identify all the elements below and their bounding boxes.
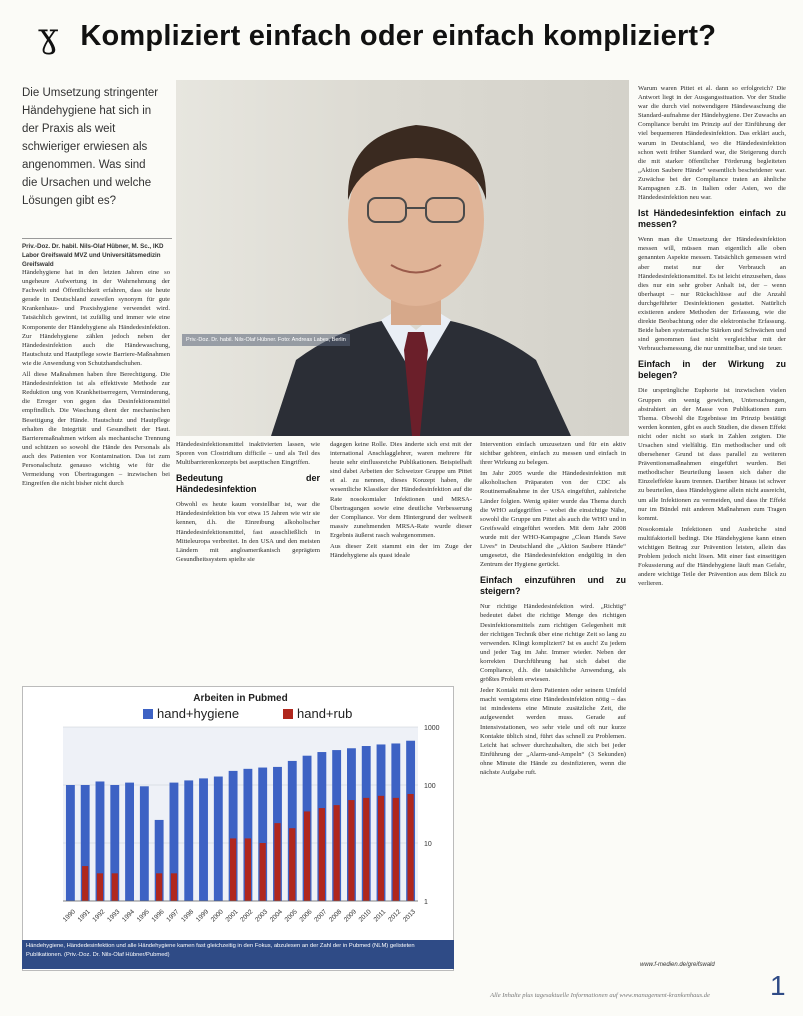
x-tick-label: 2002 (239, 908, 255, 924)
chart-canvas (23, 687, 453, 941)
x-tick-label: 1998 (180, 908, 196, 924)
bar-hand-rub (348, 800, 354, 901)
x-tick-label: 1992 (91, 908, 107, 924)
bar-hand-hygiene (140, 786, 149, 901)
chart-title: Arbeiten in Pubmed (193, 693, 288, 704)
x-tick-label: 2007 (313, 908, 329, 924)
x-tick-label: 1991 (76, 908, 92, 924)
paragraph: Jeder Kontakt mit dem Patienten oder seinem Umfeld macht wenigstens eine Händedesinfektion nötig – das ist mindestens eine Minute zusätzliche Zeit, die aufgewendet werden muss. Gerade auf Intensivstationen, wo sehr viele und oft nur kurze Kontakte üblich sind, führt das schnell zu Problemen. Leicht hat schwer durchzuhalten, die sich bei jeder Einführung der „Alarm-und-Ampeln“ (3 Sekunden) ohne Minute die Hände zu desinfizieren, wenn die nächste Aufgabe ruft. (480, 687, 626, 776)
paragraph: Händedesinfektionsmittel inaktivierten lassen, wie Sporen von Clostridium difficile – und als Teil des Multibarrierenkonzepts bei aseptischen Eingriffen. (176, 441, 320, 467)
x-tick-label: 2010 (357, 908, 373, 924)
paragraph: Warum waren Pittet et al. dann so erfolgreich? Die Antwort liegt in der Ausgangssituation. Vor der Studie war die durch viel notwendigere Händewaschung die Standard-aufnahme der Händehygiene. Der Zuwachs an Compliance beruht im Prinzip auf der Einführung der viel bequemeren Händedesinfektion. Das erklärt auch, warum in Deutschland, wo die Händedesinfektion schon weit früher Standard war, die Steigerung durch die mit starker öffentlicher Förderung begleiteten „Aktion Saubere Hände“ wesentlich bescheidener war. Zuwächse bei der Compliance traten an ähnliche Kampagnen z.B. in Italien oder Asien, wo die Händedesinfektion neu war. (638, 85, 786, 202)
column-1 (22, 268, 170, 490)
y-tick-label: 1 (424, 899, 428, 906)
x-tick-label: 1995 (135, 908, 151, 924)
author-photo (176, 80, 629, 436)
x-tick-label: 1994 (120, 908, 137, 924)
page-title: Kompliziert einfach oder einfach kompliziert? (80, 19, 717, 52)
bar-hand-hygiene (214, 777, 223, 901)
bar-hand-rub (274, 823, 280, 901)
bar-hand-rub (378, 796, 384, 901)
paragraph: Aus dieser Zeit stammt ein der im Zuge der Händehygiene als quasi ideale (330, 543, 472, 560)
x-tick-label: 2013 (401, 908, 418, 924)
x-tick-label: 2000 (209, 908, 225, 924)
x-tick-label: 2011 (372, 908, 388, 924)
bar-hand-rub (304, 811, 310, 901)
x-tick-label: 2003 (254, 908, 270, 924)
photo-caption: Priv.-Doz. Dr. habil. Nils-Olaf Hübner. Foto: Andreas Labes, Berlin (182, 334, 350, 346)
chart-caption: Händehygiene, Händedesinfektion und alle Händehygiene kamen fast gleichzeitig in den Fokus, abzulesen an der Zahl der in Pubmed (NLM) gelisteten Publikationen. (Priv.-Doz. Dr. Nils-Olaf Hübner/Pubmed) (22, 940, 454, 969)
bar-hand-rub (245, 838, 251, 901)
bar-hand-rub (260, 843, 266, 901)
paragraph: Obwohl es heute kaum vorstellbar ist, war die Händedesinfektion bis vor etwa 15 Jahren wie wir sie kennen, d.h. die Einreibung alkoholischer Händedesinfektionsmittel, fast ausschließlich in Mitteleuropa verbreitet. In den USA und den meisten Ländern mit angloamerikanisch geprägtem Gesundheitssystem spielte sie (176, 501, 320, 563)
page-number: 1 (770, 970, 786, 1001)
bar-hand-rub (230, 838, 236, 901)
x-tick-label: 1990 (61, 908, 77, 924)
bar-hand-hygiene (125, 783, 134, 901)
legend-swatch (143, 709, 153, 719)
x-tick-label: 2012 (387, 908, 403, 924)
paragraph: Die ursprüngliche Euphorie ist inzwischen vielen Gruppen ein wenig gewichen, Untersuchungen, abstrahiert an der Masse von Publikationen zum Thema. Obwohl die Ergebnisse im Prinzip bestätigt werden konnten, gibt es auch Studien, die diesen Effekt nicht oder nicht so stark in Zahlen zeigten. Die Ursachen sind vielfältig. Ein methodischer und oft übersehener Grund ist dass parallel zu weiteren Präventionsmaßnahmen eingeführt wurden. Bei methodischer Beurteilung lassen sich daher die Einzeleffekte kaum trennen. Darüber hinaus ist schwer zu beurteilen, dass Händehygiene allein nicht ausreicht, um alle Infektionen zu vermeiden, und dass ihr Effekt nur im Bündel mit anderen Maßnahmen zum Tragen kommt. (638, 387, 786, 522)
bar-hand-rub (363, 798, 369, 901)
bar-hand-rub (289, 828, 295, 901)
section-heading: Bedeutung der Händedesinfektion (176, 473, 320, 495)
title-bar (38, 8, 798, 64)
bar-hand-hygiene (66, 785, 75, 901)
legend-label: hand+rub (297, 706, 353, 721)
paragraph: Nur richtige Händedesinfektion wird. „Richtig“ bedeutet dabei die richtige Menge des richtigen Desinfektionsmittels zum richtigen Gelegenheit mit der richtigen Technik über eine richtige Zeit so lang zu verwenden. Klingt kompliziert? Ist es auch! Zu jedem und jeder Tag im Jahr. Immer wieder. Neben der korrekten Durchführung hat sich dabei die Compliance, d.h. die tatsächliche Anwendung, als größtes Problem erwiesen. (480, 603, 626, 684)
website-url[interactable]: www.f-medien.de/greifswald (640, 962, 715, 968)
x-tick-label: 2009 (342, 908, 358, 924)
y-tick-label: 10 (424, 841, 432, 848)
bar-hand-rub (156, 873, 162, 901)
paragraph: All diese Maßnahmen haben ihre Berechtigung. Die Händedesinfektion ist als effektivste Methode zur Reduktion ung von Krankheitserregern, Verminderung, die Erreger von gegen das Desinfektionsmittel empfindlich. Die Waschung dient der mechanischen Beseitigung der Hände. Hautschutz und Hautpflege erhalten die Integrität und Gesundheit der Haut. Barrieremaßnahmen wirken als mechanische Trennung und schützen so sowohl die Hände des Personals als auch des Patienten vor Kontamination. Das ist zum Personalschutz genauso wichtig wie für die Vermeidung von Übertragungen – inzwischen bei Eingreifen die nicht bisher nicht durch (22, 371, 170, 488)
paragraph: Intervention einfach umzusetzen und für ein aktiv sichtbar gehören, einfach zu messen und einfach in ihrer Wirkung zu belegen. (480, 441, 626, 467)
bar-hand-rub (82, 866, 88, 901)
bar-hand-rub (112, 873, 118, 901)
column-2 (176, 440, 320, 566)
x-tick-label: 1999 (194, 908, 211, 924)
column-3 (330, 440, 472, 562)
bar-hand-rub (97, 873, 103, 901)
hygiene-logo-icon: ɣ (38, 16, 59, 56)
y-tick-label: 100 (424, 783, 436, 790)
x-tick-label: 2008 (327, 908, 344, 924)
x-tick-label: 1996 (150, 908, 166, 924)
bar-hand-rub (393, 798, 399, 901)
bar-hand-rub (171, 873, 177, 901)
x-tick-label: 2001 (224, 908, 240, 924)
paragraph: dagegen keine Rolle. Dies änderte sich erst mit der international Anschlagglehrer, waren mehrere für heute sehr einflussreiche Publikationen. Beispielhaft sind dabei Arbeiten der Schweizer Gruppe um Pittet et al. zu nennen, dieses Konzept haben, die wesentliche Klassiker der Händedesinfektion auf die Rate nosokomialer Infektionen und MRSA-Übertragungen sowie eine deutliche Verbesserung der Compliance. Vor dem Hintergrund der weltweit massiv zunehmenden MRSA-Rate wurde dieser Ergebnis äußerst rasch wahrgenommen. (330, 441, 472, 539)
x-tick-label: 1993 (106, 908, 122, 924)
section-heading: Einfach in der Wirkung zu belegen? (638, 359, 786, 381)
legend-swatch (283, 709, 293, 719)
x-tick-label: 2005 (283, 908, 299, 924)
pubmed-chart (22, 686, 454, 971)
paragraph: Händehygiene hat in den letzten Jahren eine so ungeheure Aufwertung in der Wahrnehmung der Fachwelt und Öffentlichkeit erfahren, dass sie heute gerade in Deutschland zuweilen synonym für gute Krankenhaus- und Praxishygiene verwendet wird. Tatsächlich gewinnt, ist zufällig und immer wie eine Komponente der Händehygiene als Händedesinfektion. Zur Händehygiene zählen jedoch neben der Händedesinfektion auch die Händewaschung, Hautschutz und Hautpflege sowie Barriere-Maßnahmen wie die Anwendung von Schutzhandschuhen. (22, 269, 170, 367)
bar-hand-rub (334, 805, 340, 901)
x-tick-label: 2004 (268, 908, 285, 924)
bar-hand-rub (319, 808, 325, 901)
section-heading: Ist Händedesinfektion einfach zu messen? (638, 208, 786, 230)
column-4 (480, 440, 626, 779)
x-tick-label: 1997 (165, 908, 181, 924)
author-line: Priv.-Doz. Dr. habil. Nils-Olaf Hübner, M. Sc., IKD Labor Greifswald MVZ und Universitätsmedizin Greifswald (22, 238, 172, 269)
paragraph: Wenn man die Umsetzung der Händedesinfektion messen will, müssen man eigentlich alle oben genannten Aspekte messen. Tatsächlich gemessen wird aber meist nur der Verbrauch an Händedesinfektionsmittel. Es ist leicht einzusehen, dass dies nur ein sehr grober Anhalt ist, der – wenn überhaupt – nur Rückschlüsse auf die Anzahl durchgeführter Desinfektionen gestattet. Natürlich existieren andere Methoden der Erfassung, wie die direkte Beobachtung oder die elektronische Erfassung. Beide haben systematische Stärken und Schwächen und sind genommen fast nicht vergleichbar mit der Verbrauchsmessung, die nur unmittelbar, und sie teuer. (638, 236, 786, 353)
portrait-illustration (176, 80, 629, 436)
paragraph: Im Jahr 2005 wurde die Händedesinfektion mit alkoholischen Präparaten von der CDC als Routinemaßnahme in der USA eingeführt, zahlreiche Länder folgten. Wenig später wurde das Thema durch die WHO aufgegriffen – wobei die einsichtige Nähe, sowohl die Gruppe um Pittet als auch die WHO und in Greifswald eingeführt worden. Mit dem Jahr 2008 wurde mit der WHO-Kampagne „Clean Hands Save Lives“ in Deutschland die „Aktion Saubere Hände“ umgesetzt, die Händedesinfektion endgültig in den Zentrum der Hygiene gerückt. (480, 470, 626, 569)
paragraph: Nosokomiale Infektionen und Ausbrüche sind multifaktoriell bedingt. Die Händehygiene kann einen wichtigen Beitrag zur Prävention leisten, allein das Problem jedoch nicht lösen. Mit einer fast einseitigen Fokussierung auf die Händehygiene läuft man Gefahr, andere wichtige Teile der Prävention aus dem Blick zu verlieren. (638, 525, 786, 588)
bar-hand-rub (407, 794, 413, 901)
bar-hand-hygiene (199, 778, 208, 901)
column-5 (638, 84, 786, 591)
y-tick-label: 1000 (424, 725, 440, 732)
section-heading: Einfach einzuführen und zu steigern? (480, 575, 626, 597)
footer-text: Alle Inhalte plus tagesaktuelle Informationen auf www.management-krankenhaus.de (490, 992, 710, 999)
x-tick-label: 2006 (298, 908, 314, 924)
legend-label: hand+hygiene (157, 706, 240, 721)
lead-text: Die Umsetzung stringenter Händehygiene hat sich in der Praxis als weit schwieriger erwiesen als angenommen. Was sind die Ursachen und welche Lösungen gibt es? (22, 87, 159, 207)
bar-hand-hygiene (184, 780, 193, 901)
